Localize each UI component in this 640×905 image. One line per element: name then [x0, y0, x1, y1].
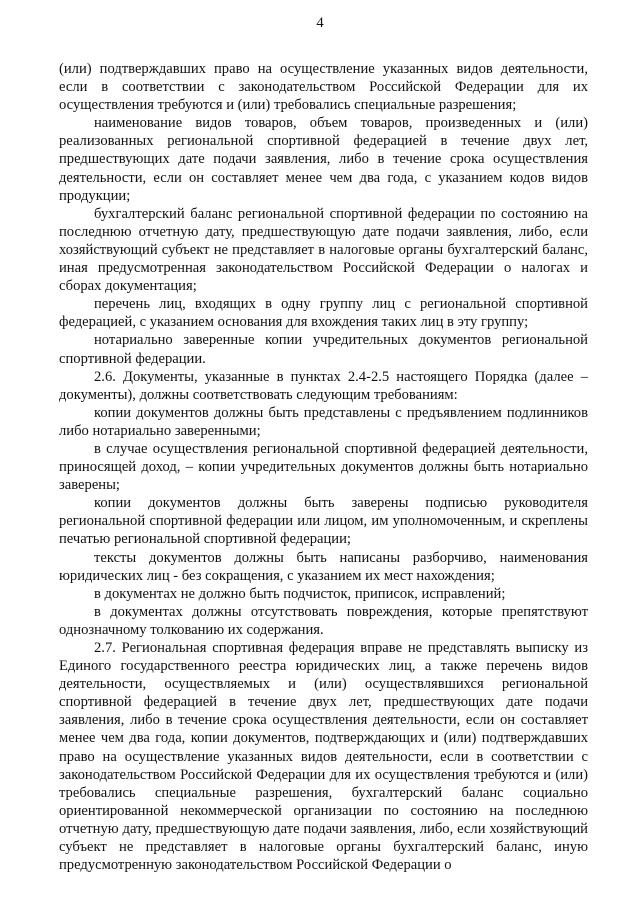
section-paragraph-2-6: 2.6. Документы, указанные в пунктах 2.4-2.5 настоящего Порядка (далее – документы), должны соответствовать следующим требованиям: — [59, 368, 588, 403]
section-paragraph-2-7: 2.7. Региональная спортивная федерация вправе не представлять выписку из Единого государственного реестра юридических лиц, а также перечень видов деятельности, осуществляемых и (или) осуществлявшихся региональной спортивной федерацией в течение двух лет, предшествующих дате подачи заявления, либо в течение срока осуществления деятельности, если он составляет менее чем два года, копии документов, подтверждающих и (или) подтверждавших право на осуществление указанных видов деятельности, если в соответствии с законодательством Российской Федерации для их осуществления требуются и (или) требовались специальные разрешения, бухгалтерский баланс социально ориентированной некоммерческой организации по состоянию на последнюю отчетную дату, предшествующую дате подачи заявления, либо, если хозяйствующий субъект не представляет в налоговые органы бухгалтерский баланс, иную предусмотренную законодательством Российской Федерации о — [59, 640, 588, 874]
paragraph: в документах не должно быть подчисток, приписок, исправлений; — [94, 585, 506, 602]
document-body — [59, 60, 588, 874]
page-number: 4 — [316, 15, 324, 31]
paragraph: копии документов должны быть заверены подписью руководителя региональной спортивной федерации или лицом, им уполномоченным, и скреплены печатью региональной спортивной федерации; — [59, 495, 588, 548]
paragraph: в случае осуществления региональной спортивной федерацией деятельности, приносящей доход, – копии учредительных документов должны быть нотариально заверены; — [59, 440, 588, 494]
paragraph: (или) подтверждавших право на осуществление указанных видов деятельности, если в соответствии с законодательством Российской Федерации для их осуществления требуются и (или) требовались специальные разрешения; — [59, 61, 588, 114]
paragraph: бухгалтерский баланс региональной спортивной федерации по состоянию на последнюю отчетную дату, предшествующую дате подачи заявления, либо, если хозяйствующий субъект не представляет в налоговые органы бухгалтерский баланс, иная предусмотренная законодательством Российской Федерации о налогах и сборах документация; — [59, 205, 588, 295]
paragraph: в документах должны отсутствовать повреждения, которые препятствуют однозначному толкованию их содержания. — [59, 603, 588, 638]
paragraph: копии документов должны быть представлены с предъявлением подлинников либо нотариально заверенными; — [59, 404, 588, 439]
paragraph: перечень лиц, входящих в одну группу лиц с региональной спортивной федерацией, с указанием основания для вхождения таких лиц в эту группу; — [59, 296, 588, 331]
paragraph: тексты документов должны быть написаны разборчиво, наименования юридических лиц - без сокращения, с указанием их мест нахождения; — [59, 549, 588, 584]
paragraph: наименование видов товаров, объем товаров, произведенных и (или) реализованных региональной спортивной федерацией в течение двух лет, предшествующих дате подачи заявления, либо в течение срока осуществления деятельности, если он составляет менее чем два года, с указанием кодов видов продукции; — [59, 115, 588, 204]
paragraph: нотариально заверенные копии учредительных документов региональной спортивной федерации. — [59, 332, 588, 367]
